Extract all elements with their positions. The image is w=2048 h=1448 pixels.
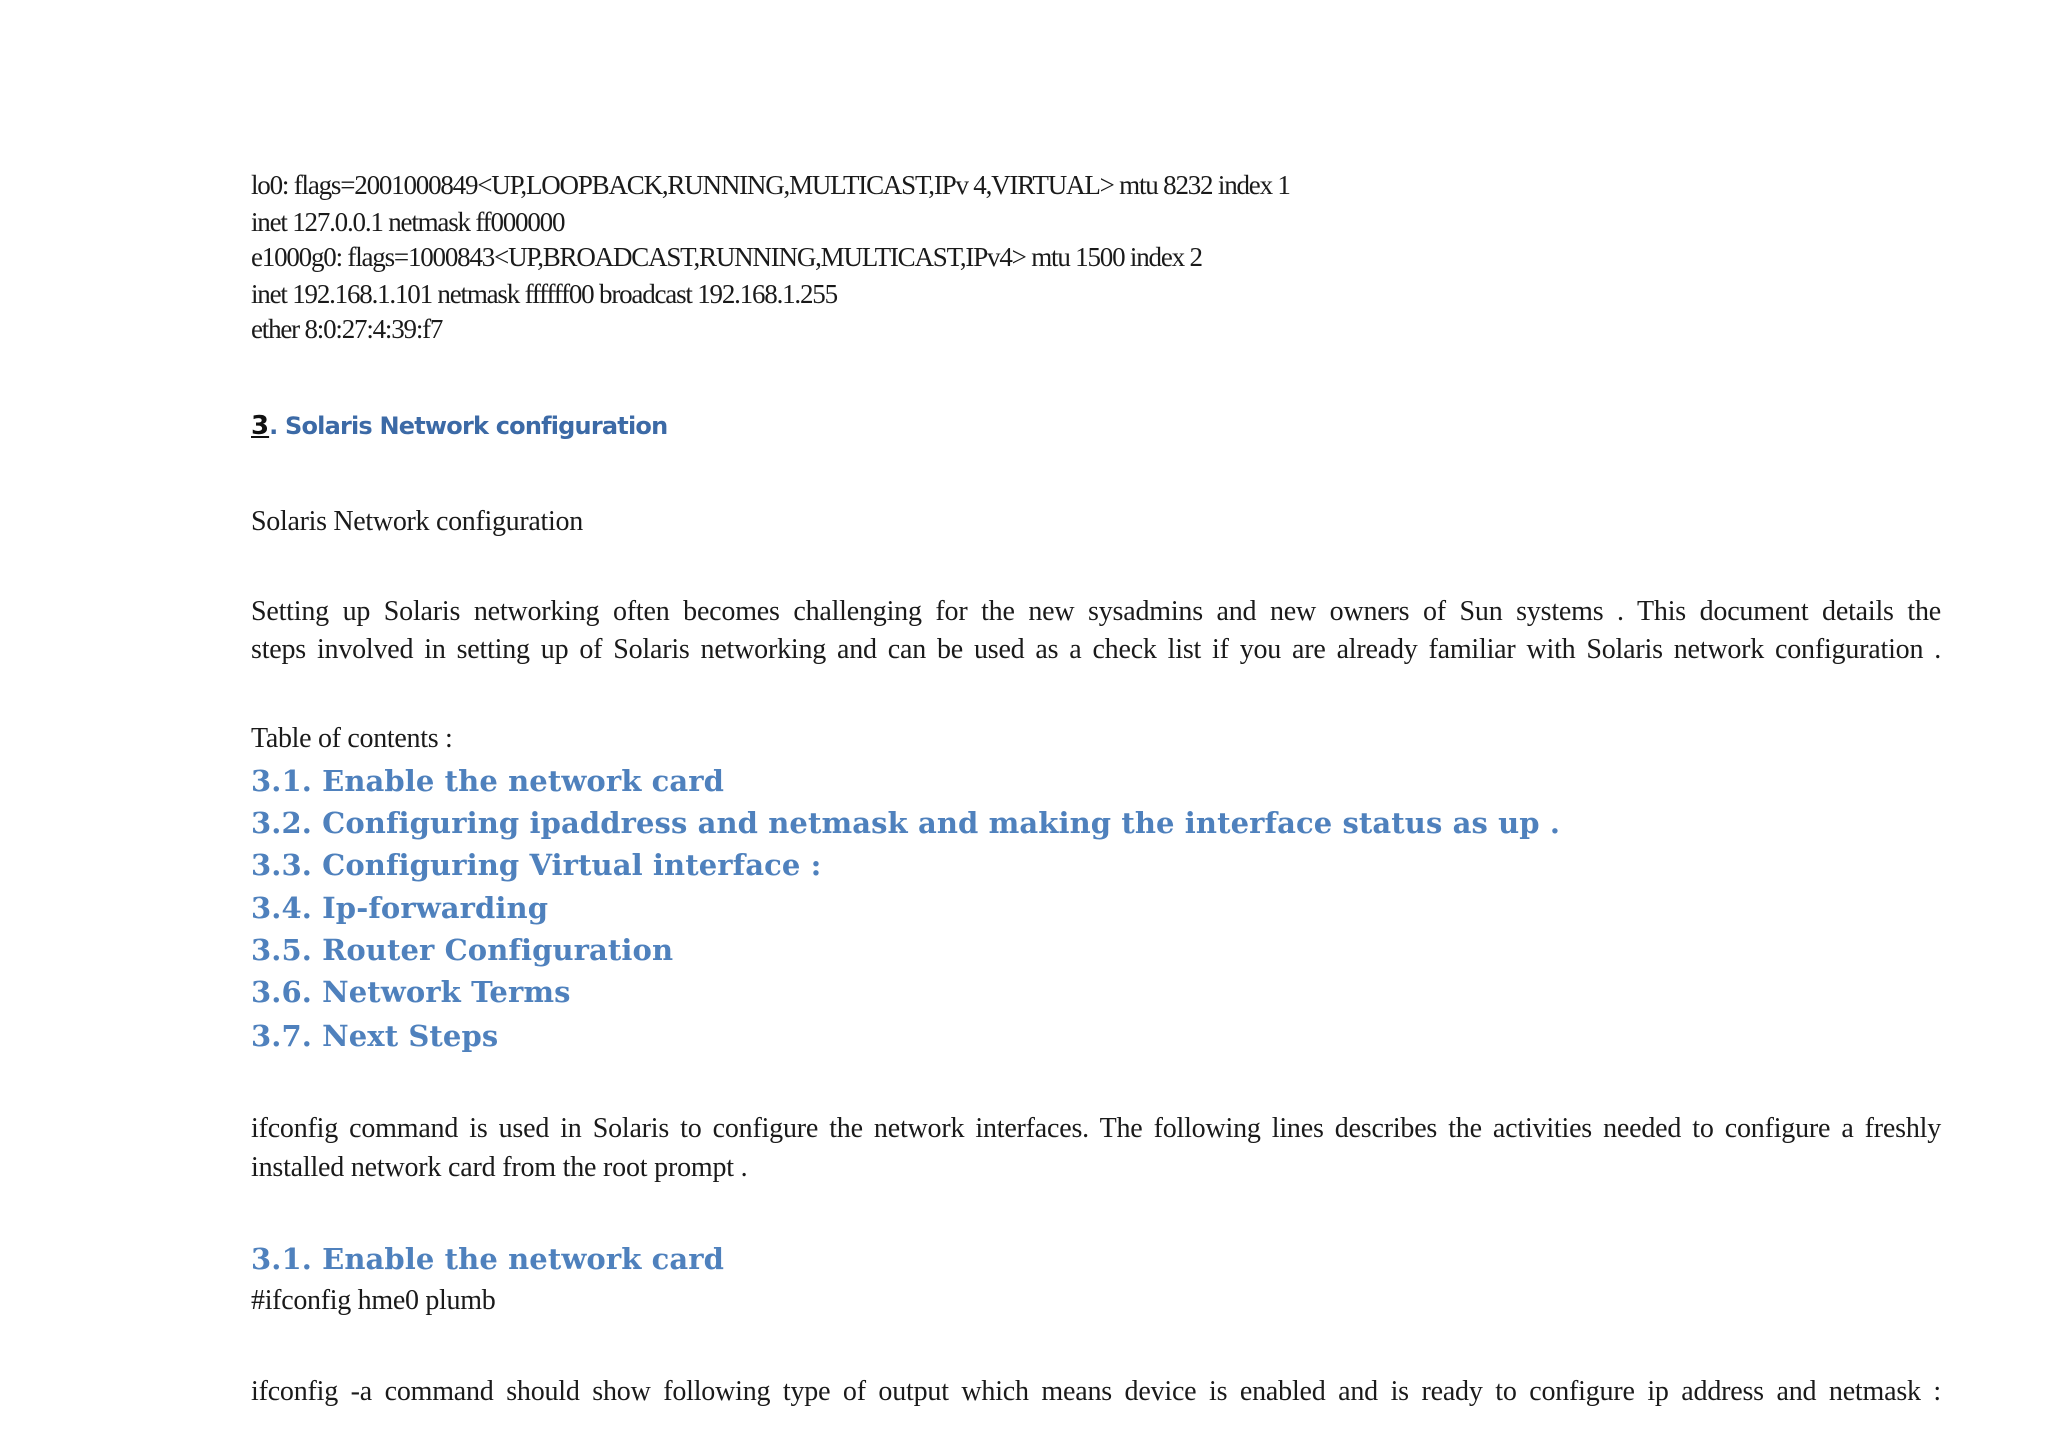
output-line-ether: ether 8:0:27:4:39:f7 [251,314,443,344]
intro-line-1: Setting up Solaris networking often becomes challenging for the new sysadmins and new owners of Sun systems . This document details the [251,596,1941,627]
section-title: . Solaris Network configuration [269,412,668,440]
toc-item-3-1[interactable]: 3.1. Enable the network card [251,764,725,798]
toc-item-3-7[interactable]: 3.7. Next Steps [251,1019,499,1053]
output-line-e1000g0-inet: inet 192.168.1.101 netmask ffffff00 broadcast 192.168.1.255 [251,279,837,309]
ifconfig-para-line-2: installed network card from the root prompt . [251,1152,748,1183]
section-heading [251,411,667,441]
toc-item-3-2[interactable]: 3.2. Configuring ipaddress and netmask and making the interface status as up . [251,806,1561,840]
output-line-lo0: lo0: flags=2001000849<UP,LOOPBACK,RUNNING,MULTICAST,IPv 4,VIRTUAL> mtu 8232 index 1 [251,170,1290,200]
output-line-e1000g0: e1000g0: flags=1000843<UP,BROADCAST,RUNNING,MULTICAST,IPv4> mtu 1500 index 2 [251,242,1202,272]
intro-line-2: steps involved in setting up of Solaris networking and can be used as a check list if you are already familiar with Solaris network configuration . [251,634,1941,665]
closing-line: ifconfig -a command should show following type of output which means device is enabled and is ready to configure ip address and netmask : [251,1376,1941,1407]
toc-item-3-6[interactable]: 3.6. Network Terms [251,975,571,1009]
toc-item-3-3[interactable]: 3.3. Configuring Virtual interface : [251,848,822,882]
toc-label: Table of contents : [251,723,453,754]
ifconfig-para-line-1: ifconfig command is used in Solaris to configure the network interfaces. The following lines describes the activities needed to configure a freshly [251,1113,1941,1144]
section-number: 3 [251,411,270,441]
toc-item-3-4[interactable]: 3.4. Ip-forwarding [251,891,549,925]
output-line-lo0-inet: inet 127.0.0.1 netmask ff000000 [251,207,565,237]
subtitle: Solaris Network configuration [251,506,583,537]
subsection-command: #ifconfig hme0 plumb [251,1285,496,1316]
subsection-heading: 3.1. Enable the network card [251,1242,725,1276]
toc-item-3-5[interactable]: 3.5. Router Configuration [251,933,674,967]
